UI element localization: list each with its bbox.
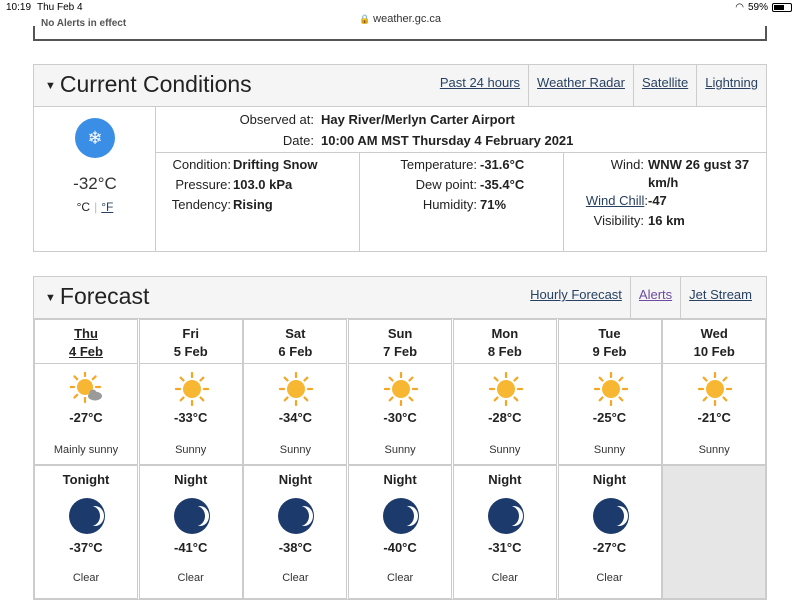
link-past-24-hours[interactable]: Past 24 hours xyxy=(439,75,521,90)
condition-label: Condition: xyxy=(172,157,231,172)
visibility-label: Visibility: xyxy=(593,213,644,228)
day-name: Mon xyxy=(491,326,519,341)
day-summary: Mainly sunny xyxy=(53,444,119,456)
night-temp: -41°C xyxy=(173,540,208,555)
wifi-icon: ◠ xyxy=(735,2,744,13)
forecast-panel xyxy=(33,276,767,600)
forecast-day[interactable] xyxy=(34,319,138,465)
clear-night-moon-icon xyxy=(593,498,629,534)
wind-chill-link[interactable]: Wind Chill xyxy=(585,193,645,208)
day-summary: Sunny xyxy=(175,444,207,456)
day-temp: -34°C xyxy=(278,410,313,425)
date-value: 10:00 AM MST Thursday 4 February 2021 xyxy=(321,133,574,148)
drifting-snow-icon: ❄ xyxy=(75,118,115,158)
forecast-night xyxy=(348,465,452,599)
day-name: Thu xyxy=(74,326,98,341)
forecast-night xyxy=(453,465,557,599)
empty-night-cell xyxy=(662,465,766,599)
night-temp: -31°C xyxy=(488,540,522,555)
day-header xyxy=(349,320,451,364)
day-summary: Sunny xyxy=(593,444,626,456)
sunny-icon xyxy=(279,372,313,406)
night-temp: -37°C xyxy=(69,540,103,555)
current-summary xyxy=(34,107,156,251)
visibility-value: 16 km xyxy=(648,213,685,228)
current-temp: -32°C xyxy=(73,174,117,193)
forecast-day xyxy=(453,319,557,465)
night-summary: Clear xyxy=(72,572,100,584)
pressure-label: Pressure: xyxy=(175,177,231,192)
humidity-value: 71% xyxy=(480,197,507,212)
forecast-day xyxy=(662,319,766,465)
day-header xyxy=(140,320,242,364)
link-alerts[interactable]: Alerts xyxy=(630,277,680,319)
forecast-links xyxy=(522,277,760,319)
status-right xyxy=(735,2,792,13)
day-summary: Sunny xyxy=(698,444,730,456)
tendency-label: Tendency: xyxy=(171,197,231,212)
day-summary: Sunny xyxy=(384,444,416,456)
day-date: 7 Feb xyxy=(383,344,418,359)
sunny-icon xyxy=(384,372,418,406)
day-temp: -33°C xyxy=(173,410,208,425)
night-temp: -38°C xyxy=(278,540,313,555)
forecast-night xyxy=(558,465,662,599)
url-text: weather.gc.ca xyxy=(373,13,442,25)
day-date: 9 Feb xyxy=(592,344,627,359)
wind-value: WNW 26 gust 37 xyxy=(648,157,750,172)
day-summary: Sunny xyxy=(489,444,521,456)
night-summary: Clear xyxy=(386,572,414,584)
forecast-night xyxy=(139,465,243,599)
current-conditions-header xyxy=(34,65,766,107)
current-conditions-title-text: Current Conditions xyxy=(59,71,252,97)
link-lightning[interactable]: Lightning xyxy=(696,65,766,107)
day-header xyxy=(559,320,661,364)
collapse-triangle-icon[interactable]: ▼ xyxy=(45,79,56,92)
night-temp: -27°C xyxy=(592,540,627,555)
lock-icon: 🔒 xyxy=(358,14,371,24)
unit-toggle xyxy=(34,200,156,214)
unit-fahrenheit-link[interactable]: °F xyxy=(101,200,114,214)
night-name: Night xyxy=(592,472,627,487)
observed-value: Hay River/Merlyn Carter Airport xyxy=(321,112,515,127)
clear-night-moon-icon xyxy=(69,498,105,534)
current-conditions-title[interactable] xyxy=(45,71,252,98)
forecast-day xyxy=(558,319,662,465)
night-summary: Clear xyxy=(177,572,204,584)
observed-label: Observed at: xyxy=(239,112,314,127)
sunny-icon xyxy=(489,372,523,406)
day-header xyxy=(663,320,765,364)
conditions-col-3 xyxy=(564,153,766,251)
day-header xyxy=(244,320,346,364)
day-temp: -28°C xyxy=(488,410,522,425)
night-name: Night xyxy=(174,472,208,487)
unit-separator: | xyxy=(94,200,98,214)
dewpoint-label: Dew point: xyxy=(415,177,477,192)
pressure-value: 103.0 kPa xyxy=(233,177,293,192)
date-label: Date: xyxy=(282,133,314,148)
clear-night-moon-icon xyxy=(488,498,524,534)
forecast-day xyxy=(348,319,452,465)
day-temp: -27°C xyxy=(69,410,103,425)
conditions-col-1 xyxy=(156,153,360,251)
night-summary: Clear xyxy=(596,572,623,584)
forecast-day xyxy=(243,319,347,465)
mainly-sunny-icon xyxy=(70,372,104,406)
collapse-triangle-icon[interactable]: ▼ xyxy=(45,291,56,304)
sunny-icon xyxy=(698,372,732,406)
night-name: Tonight xyxy=(62,472,110,487)
sunny-icon xyxy=(175,372,209,406)
link-hourly-forecast[interactable]: Hourly Forecast xyxy=(530,287,622,302)
battery-percent: 59% xyxy=(747,2,768,13)
night-temp: -40°C xyxy=(383,540,417,555)
day-summary: Sunny xyxy=(279,444,311,456)
condition-value: Drifting Snow xyxy=(233,157,318,172)
status-date: Thu Feb 4 xyxy=(37,2,83,13)
day-temp: -30°C xyxy=(383,410,417,425)
conditions-details xyxy=(156,153,766,251)
day-date: 6 Feb xyxy=(278,344,313,359)
day-date: 4 Feb xyxy=(69,344,103,359)
current-conditions-body xyxy=(34,107,766,251)
current-conditions-panel xyxy=(33,64,767,252)
day-name: Sat xyxy=(285,326,306,341)
day-header[interactable] xyxy=(35,320,137,364)
clear-night-moon-icon xyxy=(278,498,314,534)
conditions-col-2 xyxy=(360,153,564,251)
forecast-title[interactable] xyxy=(45,283,149,310)
night-summary: Clear xyxy=(491,572,518,584)
temperature-label: Temperature: xyxy=(400,157,477,172)
battery-icon xyxy=(772,3,792,12)
unit-celsius: °C xyxy=(76,200,91,214)
sunny-icon xyxy=(594,372,628,406)
temperature-value: -31.6°C xyxy=(480,157,525,172)
day-temp: -21°C xyxy=(697,410,731,425)
dewpoint-value: -35.4°C xyxy=(480,177,525,192)
humidity-label: Humidity: xyxy=(422,197,477,212)
status-time: 10:19 xyxy=(6,2,32,13)
clear-night-moon-icon xyxy=(383,498,419,534)
day-temp: -25°C xyxy=(592,410,627,425)
forecast-night xyxy=(34,465,138,599)
night-name: Night xyxy=(383,472,417,487)
forecast-title-text: Forecast xyxy=(59,283,150,309)
day-date: 8 Feb xyxy=(487,344,522,359)
night-name: Night xyxy=(278,472,312,487)
clear-night-moon-icon xyxy=(174,498,210,534)
forecast-day xyxy=(139,319,243,465)
day-date: 10 Feb xyxy=(693,344,735,359)
night-name: Night xyxy=(488,472,522,487)
day-name: Fri xyxy=(182,326,199,341)
link-jet-stream[interactable]: Jet Stream xyxy=(680,277,760,319)
forecast-night xyxy=(243,465,347,599)
current-conditions-links xyxy=(432,65,766,107)
night-summary: Clear xyxy=(282,572,309,584)
day-name: Wed xyxy=(700,326,728,341)
link-weather-radar[interactable]: Weather Radar xyxy=(528,65,633,107)
tendency-value: Rising xyxy=(233,197,273,212)
link-satellite[interactable]: Satellite xyxy=(633,65,696,107)
wind-unit: km/h xyxy=(648,175,679,190)
day-name: Sun xyxy=(387,326,413,341)
day-header xyxy=(454,320,556,364)
forecast-header xyxy=(34,277,766,319)
day-date: 5 Feb xyxy=(173,344,208,359)
wind-label: Wind: xyxy=(610,157,644,172)
day-name: Tue xyxy=(598,326,621,341)
wind-chill-value: -47 xyxy=(648,193,667,208)
alerts-text: No Alerts in effect xyxy=(41,18,127,29)
wind-chill-colon: : xyxy=(644,193,648,208)
observation-info xyxy=(156,107,766,153)
